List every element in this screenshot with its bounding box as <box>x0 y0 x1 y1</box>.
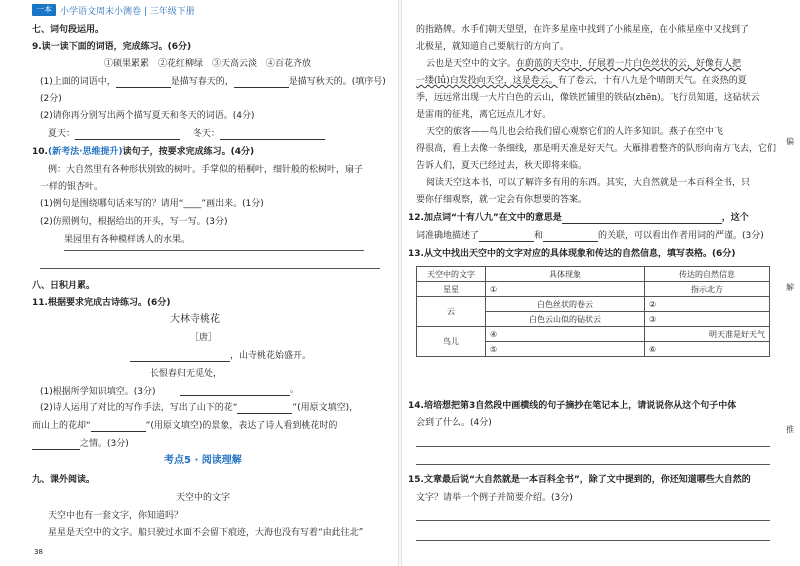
reading-paragraph1: 天空中也有一套文字，你知道吗？ <box>48 511 184 521</box>
answer-blank[interactable] <box>180 385 290 396</box>
q9-word-list: ①硕果累累 ②花红柳绿 ③天高云淡 ④百花齐放 <box>104 59 312 69</box>
section-topic-title: 考点5 · 阅读理解 <box>164 455 242 466</box>
table-header: 传达的自然信息 <box>645 267 770 282</box>
table-cell: 指示北方 <box>645 282 770 297</box>
side-mark: 解 <box>786 283 794 292</box>
answer-blank[interactable] <box>562 213 722 224</box>
answer-blank[interactable] <box>479 231 534 242</box>
answer-blank[interactable] <box>234 77 289 88</box>
reading-paragraph2: 星星是天空中的文字。船只驶过水面不会留下痕迹，大海也没有写着“由此往北” <box>48 528 364 538</box>
table-cell[interactable]: ⑥ <box>645 342 770 357</box>
answer-line[interactable] <box>40 268 380 269</box>
q14-line2: 会到了什么。(4分) <box>416 418 492 428</box>
right-page <box>402 0 800 566</box>
answer-line[interactable] <box>64 250 364 251</box>
table-cell[interactable]: ② <box>645 297 770 312</box>
table-header: 具体现象 <box>486 267 645 282</box>
underlined-sentence: 在蔚蓝的天空中，仔展着一片白色丝状的云，好像有人把 <box>516 59 742 69</box>
answer-blank[interactable] <box>116 77 171 88</box>
table-cell[interactable]: ⑤ <box>486 342 645 357</box>
q11-part1: (1)根据所学知识填空。(3分) <box>40 387 156 397</box>
q10-sentence-start: 果园里有各种模样诱人的水果。 <box>64 235 191 245</box>
side-mark: 推 <box>786 425 794 434</box>
q10-prompt: 10.(新考法·思维提升)读句子，按要求完成练习。(4分) <box>32 147 255 157</box>
poem-line3: 。 <box>180 384 299 396</box>
q10-example-line2: 一样的银杏叶。 <box>40 182 104 192</box>
reading-line: 是雷雨的征兆，离它远点儿才好。 <box>416 110 552 120</box>
q12-line1: 12.加点词“十有八九”在文中的意思是 ，这个 <box>408 213 749 223</box>
q11-part2-line3: 之情。(3分) <box>32 438 129 450</box>
answer-blank[interactable] <box>543 231 598 242</box>
new-method-tag: (新考法·思维提升) <box>47 147 123 157</box>
q9-summer-winter: 夏天： 冬天： <box>48 128 325 140</box>
side-mark: 偏 <box>786 137 794 146</box>
table-cell: 云 <box>417 297 486 327</box>
q9-part2: (2)请你再分别写出两个描写夏天和冬天的词语。(4分) <box>40 111 255 121</box>
reading-line: 阅读天空这本书，可以了解许多有用的东西。其实，大自然就是一本百科全书，只 <box>426 178 751 188</box>
table-cell: 星星 <box>417 282 486 297</box>
reading-line: 一缕(lǚ)白发投向天空，这是卷云。有了卷云，十有八九是个晴朗天气。在炎热的夏 <box>416 76 747 86</box>
answer-line[interactable] <box>416 446 770 447</box>
table-cell[interactable]: ④ <box>486 327 645 342</box>
reading-line: 告诉人们，夏天已经过去，秋天即将来临。 <box>416 161 588 171</box>
table-header: 天空中的文字 <box>417 267 486 282</box>
underlined-sentence: 一缕(lǚ)白发投向天空，这是卷云。 <box>416 76 558 86</box>
reading-line: 得很高，看上去像一条细线，那是明天准是好天气。大雁排着整齐的队形向南方飞去，它们 <box>416 144 777 154</box>
q10-part2: (2)仿照例句，根据给出的开头，写一写。(3分) <box>40 217 228 227</box>
q12-line2: 词准确地描述了 和 的关联，可以看出作者用词的严谨。(3分) <box>416 231 764 241</box>
q9-part1: (1)上面的词语中， 是描写春天的， 是描写秋天的。(填序号) <box>40 77 386 87</box>
q9-part1-score: (2分) <box>40 94 62 104</box>
page-number: 38 <box>34 548 43 556</box>
section-8-heading: 八、日积月累。 <box>32 281 96 291</box>
page-header <box>0 0 195 20</box>
answer-blank[interactable] <box>130 351 230 362</box>
table-row <box>417 282 770 297</box>
q14-line1: 14.培培想把第3自然段中画横线的句子摘抄在笔记本上，请说说你从这个句子中体 <box>408 401 737 411</box>
reading-title: 天空中的文字 <box>176 493 231 503</box>
answer-blank[interactable] <box>75 129 180 140</box>
info-table <box>416 266 770 357</box>
reading-line: 要你仔细观察，就一定会有你想要的答案。 <box>416 195 588 205</box>
table-row <box>417 327 770 342</box>
answer-blank[interactable] <box>91 421 146 432</box>
reading-line: 天空的旅客——鸟儿也会给我们留心观察它们的人许多知识。燕子在空中飞 <box>426 127 724 137</box>
header-title: 小学语文周末小测卷 | 三年级下册 <box>60 6 195 17</box>
q11-part2-line2: 而山上的花却“ ”(用原文填空)的景象，表达了诗人看到桃花时的 <box>32 421 338 431</box>
reading-line: 的指路牌。水手们朝天望望，在许多星座中找到了小熊星座，在小熊星座中又找到了 <box>416 25 750 35</box>
brand-logo: 一本 <box>32 4 56 16</box>
answer-line[interactable] <box>416 540 770 541</box>
table-row <box>417 297 770 312</box>
q10-part1: (1)例句是围绕哪句话来写的？请用“____”画出来。(1分) <box>40 199 264 209</box>
answer-line[interactable] <box>416 464 770 465</box>
table-cell: 白色云山似的砧状云 <box>486 312 645 327</box>
poem-title: 大林寺桃花 <box>170 314 220 325</box>
table-cell: 明天准是好天气 <box>645 327 770 342</box>
poem-line2: 长恨春归无觅处， <box>150 369 223 379</box>
section-9-heading: 九、课外阅读。 <box>32 475 96 485</box>
poem-dynasty: ［唐］ <box>190 333 218 343</box>
q11-part2-line1: (2)诗人运用了对比的写作手法，写出了山下的花“ ”(用原文填空)， <box>40 403 359 413</box>
reading-line: 季，远远常出现一大片白色的云山，像铁匠铺里的铁砧(zhēn)。飞行员知道，这砧状云 <box>416 93 760 103</box>
table-cell: 鸟儿 <box>417 327 486 357</box>
answer-blank[interactable] <box>237 403 292 414</box>
table-cell[interactable]: ① <box>486 282 645 297</box>
q13-prompt: 13.从文中找出天空中的文字对应的具体现象和传达的自然信息，填写表格。(6分) <box>408 249 736 259</box>
answer-line[interactable] <box>416 520 770 521</box>
section-7-heading: 七、词句段运用。 <box>32 25 105 35</box>
reading-line: 云也是天空中的文字。在蔚蓝的天空中，仔展着一片白色丝状的云，好像有人把 <box>426 59 742 69</box>
answer-blank[interactable] <box>220 129 325 140</box>
reading-line: 北极星，就知道自己要航行的方向了。 <box>416 42 570 52</box>
q11-prompt: 11.根据要求完成古诗练习。(6分) <box>32 298 171 308</box>
answer-blank[interactable] <box>32 439 80 450</box>
q15-line2: 文字？请举一个例子并简要介绍。(3分) <box>416 493 573 503</box>
poem-line1: ，山寺桃花始盛开。 <box>130 350 311 362</box>
q15-line1: 15.文章最后说“大自然就是一本百科全书”，除了文中提到的，你还知道哪些大自然的 <box>408 475 751 485</box>
table-cell[interactable]: ③ <box>645 312 770 327</box>
q10-example-line1: 例：大自然里有各种形状别致的树叶。手掌似的梧桐叶，细针般的松树叶，扇子 <box>48 165 364 175</box>
q9-prompt: 9.读一读下面的词语，完成练习。(6分) <box>32 42 192 52</box>
table-cell: 白色丝状的卷云 <box>486 297 645 312</box>
